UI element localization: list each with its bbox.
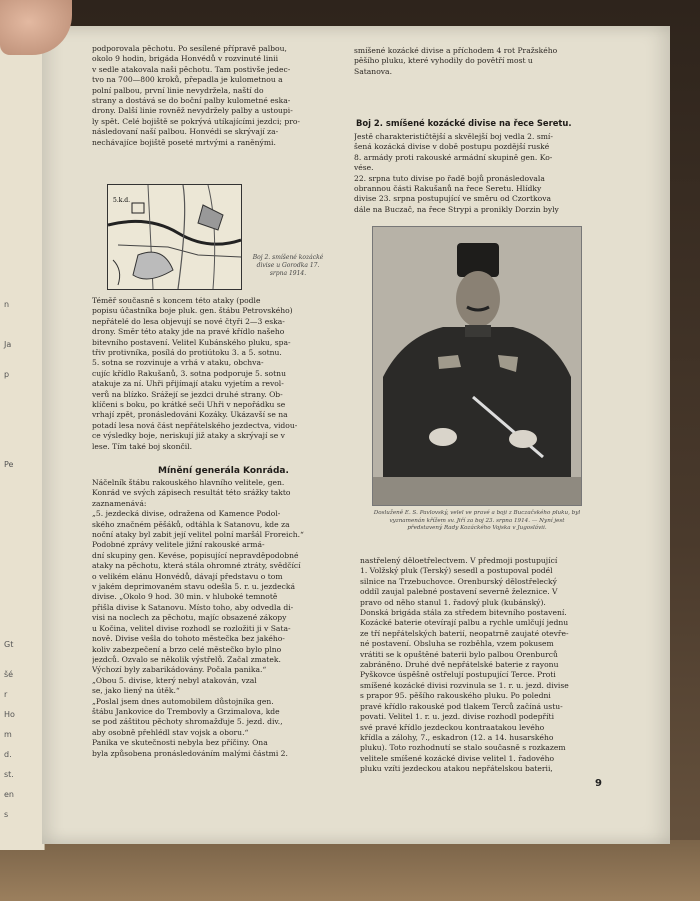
left-fragment: r (4, 690, 8, 699)
text-line: ly spět. Celé bojiště se pokrývá utíkajícími jezdci; pro- (92, 116, 300, 126)
text-line: cujíc křídlo Rakušanů, 3. sotna podporuje 5. sotnu (92, 368, 286, 378)
map-label: 5.k.d. (113, 197, 131, 204)
text-line: okolo 9 hodin, brigáda Honvédů v rozvinuté linii (92, 54, 278, 64)
text-line: o velikém elánu Honvédů, dávají představu o tom (92, 571, 283, 581)
text-line: drony. Směr této ataky jde na pravé křídlo našeho (92, 327, 285, 337)
map-caption: Boj 2. smíšené kozácké divise u Gorodka 17. srpna 1914. (252, 254, 324, 277)
text-line: štábu Jankovice do Trembovly a Grzimalova, kde (92, 706, 280, 716)
text-line: dní skupiny gen. Kevése, popisující nepravděpodobné (92, 550, 299, 560)
page-number: 9 (595, 778, 602, 789)
text-line: obrannou části Rakušanů na řece Seretu. Hlídky (354, 184, 542, 194)
left-fragment: s (4, 810, 9, 819)
text-line: velitele smíšené kozácké divise velitel 1. řadového (360, 753, 555, 763)
text-line: Pyškovce úspěšně ostřelují postupující Terce. Proti (360, 670, 556, 680)
text-line: noční ataky byl zabit její velitel polní maršál Froreich.“ (92, 530, 304, 540)
left-fragment: en (4, 790, 14, 799)
text-line: jezdců. Ozvalo se několik výstřelů. Začal zmatek. (92, 654, 281, 664)
text-line: atakuje za ní. Uhři přijímají ataku vyjetím a revol- (92, 379, 284, 389)
left-fragment: Gt (4, 640, 14, 649)
text-line: v sedle atakovala naši pěchotu. Tam postivše jedec- (92, 64, 291, 74)
text-line: přišla divise k Satanovu. Místo toho, aby odvedla di- (92, 602, 294, 612)
text-line: vrátiti se k opuštěné baterii bylo palbou Orenburců (360, 649, 558, 659)
text-line: visi na noclech za pěchotu, majíc obsazené zákopy (92, 613, 287, 623)
text-line: popisu účastníka boje pluk. gen. štábu Petrovského) (92, 306, 293, 316)
text-line: verů na blízko. Srážejí se jezdci druhé strany. Ob- (92, 389, 283, 399)
text-line: potadí lesa nová část nepřátelského jezdectva, vidou- (92, 420, 298, 430)
portrait-drawing (373, 227, 581, 505)
text-line: byla způsobena pronásledováním malými částmi 2. (92, 748, 288, 758)
text-line: nově. Divise vešla do tohoto městečka bez jakého- (92, 634, 285, 644)
text-line: klíčeni s boku, po krátké seči Uhři v nepořádku se (92, 400, 286, 410)
text-line: dále na Buczač, na řece Strypi a pronikly Dorzin byly (354, 204, 559, 214)
section-heading-konrad: Mínění generála Konráda. (158, 466, 289, 476)
text-line: smíšené kozácké divise a příchodem 4 rot Pražského (354, 46, 558, 55)
text-line: 22. srpna tuto divise po řadě bojů pronásledovala (354, 173, 545, 183)
text-line: polní palbou, první linie nevydržela, naští do (92, 85, 264, 95)
left-fragment: n (4, 300, 10, 309)
text-line: pěšího pluku, které vyhodily do povětří most u (354, 56, 533, 66)
section-heading-seret: Boj 2. smíšené kozácké divise na řece Seretu. (356, 118, 572, 128)
left-facing-page (0, 40, 45, 850)
text-line: divise 23. srpna postupující ve směru od Czortkova (354, 194, 552, 204)
text-line: povati. Velitel 1. r. u. jezd. divise rozhodl podepříti (360, 712, 554, 722)
left-fragment: p (4, 370, 10, 379)
text-line: pravo od něho stanul 1. řadový pluk (kubánský). (360, 597, 546, 607)
text-line: Jestě charakterističtější a skvělejší boj vedla 2. smí- (354, 132, 553, 141)
text-line: „Obou 5. divise, který nebyl atakován, vzal (92, 675, 257, 685)
text-block-bottom-right (360, 556, 616, 775)
left-fragment: st. (4, 770, 14, 779)
text-line: bitevního postavení. Velitel Kubánského pluku, spa- (92, 337, 291, 347)
text-line: 1. Volžský pluk (Terský) sesedl a postupoval podél (360, 566, 553, 576)
text-line: smíšené kozácké divisi rozvinula se 1. r. u. jezd. divise (360, 680, 569, 690)
text-line: v jakém deprimovaném stavu odešla 5. r. u. jezdecká (92, 582, 296, 592)
text-line: nepřátelé do lesa objevují se nové čtyři 2—3 eska- (92, 316, 285, 326)
text-block-middle-left (92, 296, 350, 452)
text-line: né postavení. Obsluha se rozběhla, vzem pokusem (360, 639, 554, 649)
table-edge (0, 840, 700, 901)
text-line: pravé křídlo rakouské pod tlakem Terců začíná ustu- (360, 701, 563, 711)
text-line: následovaní naší palbou. Honvédi se skrývají za- (92, 127, 279, 137)
text-line: se pod záštitou pěchoty shromažďuje 5. jezd. div., (92, 717, 283, 727)
text-line: vése. (354, 163, 374, 173)
text-line: pluku vzíti jezdeckou atakou nepřátelskou baterii, (360, 764, 553, 774)
text-line: třiv protivníka, posílá do protiútoku 3. a 5. sotnu. (92, 348, 282, 358)
text-block-bottom-left (92, 478, 350, 759)
text-line: Donská brigáda stála za středem bitevního postavení. (360, 608, 567, 618)
left-fragment: šé (4, 670, 14, 679)
text-block-right-intro (354, 132, 616, 215)
text-line: aby osobně přehlédl stav vojsk a oboru.“ (92, 727, 249, 737)
text-line: ce výsledky boje, neriskují již ataky a skrývají se v (92, 431, 285, 441)
text-line: tvo na 700—800 kroků, přepadla je kulometnou a (92, 75, 283, 85)
magazine-page (42, 26, 670, 844)
text-line: své pravé křídlo jezdeckou kontraatakou levého (360, 722, 545, 732)
text-line: Téměř současně s koncem této ataky (podle (92, 296, 261, 305)
text-line: ského značném pěšáků, odtáhla k Satanovu, kde za (92, 519, 290, 529)
text-line: „Poslal jsem dnes automobilem důstojníka gen. (92, 696, 274, 706)
photo-caption: Dosluženě E. S. Pavlovský, velel ve pravé a boji z Buczačského pluku, byl vyznamenán křížem sv. Jiří za boj 23. srpna 1914. — Nyní jest představený Rady Kozáckého Vojska v Jugoslávii. (373, 510, 581, 532)
text-line: Panika ve skutečnosti nebyla bez příčiny. Ona (92, 738, 268, 748)
text-line: nechávajíce bojiště poseté mrtvými a raněnými. (92, 137, 276, 147)
text-line: divise. „Okolo 9 hod. 30 min. v hluboké temnotě (92, 592, 278, 602)
text-line: „5. jezdecká divise, odražena od Kamence Podol- (92, 509, 281, 519)
text-block-top-right (354, 46, 616, 77)
text-line: ze tří nepřátelských baterií, neopatrně zaujaté otevře- (360, 628, 569, 638)
text-line: nastřelený děloetřelectvem. V předmoji postupující (360, 556, 558, 565)
text-line: se, jako liený na útěk.“ (92, 686, 180, 696)
text-line: lese. Tím také boj skončil. (92, 441, 193, 451)
text-line: Náčelník štábu rakouského hlavního velitele, gen. (92, 478, 285, 487)
text-line: křídla a zálohy, 7., eskadron (12. a 14. husarského (360, 732, 554, 742)
text-line: Kozácké baterie otevírají palbu a rychle umlčují jednu (360, 618, 569, 628)
left-fragment: Ho (4, 710, 15, 719)
text-line: podporovala pěchotu. Po sesílené přípravě palbou, (92, 44, 287, 53)
battle-map (107, 184, 242, 290)
text-line: ataky na pěchotu, která stála ohromné ztráty, svědčící (92, 561, 301, 571)
text-line: u Kočina, velitel divise rozhodl se rozložiti ji v Sata- (92, 623, 291, 633)
text-line: koliv zabezpečení a brzo celé městečko bylo plno (92, 644, 282, 654)
text-line: oddíl zaujal palebné postavení severně železnice. V (360, 587, 558, 597)
text-line: šená kozácká divise v době postupu pozdější ruské (354, 142, 550, 152)
text-line: zaznamenává: (92, 498, 147, 508)
text-block-top-left (92, 44, 342, 148)
left-fragment: m (4, 730, 12, 739)
text-line: 5. sotna se rozvinuje a vrhá v ataku, obchva- (92, 358, 264, 368)
text-line: Satanova. (354, 66, 393, 76)
left-fragment: d. (4, 750, 12, 759)
text-line: vrhají zpět, pronásledováni Kozáky. Ukázavší se na (92, 410, 288, 420)
text-line: strany a dostává se do boční palby kulometné eska- (92, 96, 291, 106)
text-line: pluku). Toto rozhodnutí se stalo současně s rozkazem (360, 743, 566, 753)
text-line: Podobné zprávy velitele jižní rakouské armá- (92, 540, 265, 550)
text-line: zabráněno. Druhé dvě nepřátelské baterie z rayonu (360, 660, 559, 670)
text-line: silnice na Trzebuchovce. Orenburský dělostřelecký (360, 576, 557, 586)
text-line: 8. armády proti rakouské armádní skupině gen. Ko- (354, 152, 553, 162)
text-line: Konrád ve svých zápisech resultát této srážky takto (92, 488, 291, 498)
left-fragment: Pe (4, 460, 14, 469)
left-fragment: Ja (4, 340, 12, 349)
text-line: drony. Další linie rovněž nevydržely palby a ustoupi- (92, 106, 293, 116)
text-line: Výchozí byly zabarikádovány. Počala panika.“ (92, 665, 267, 675)
text-line: s prapor 95. pěšího rakouského pluku. Po poledni (360, 691, 551, 701)
portrait-photo (372, 226, 582, 506)
